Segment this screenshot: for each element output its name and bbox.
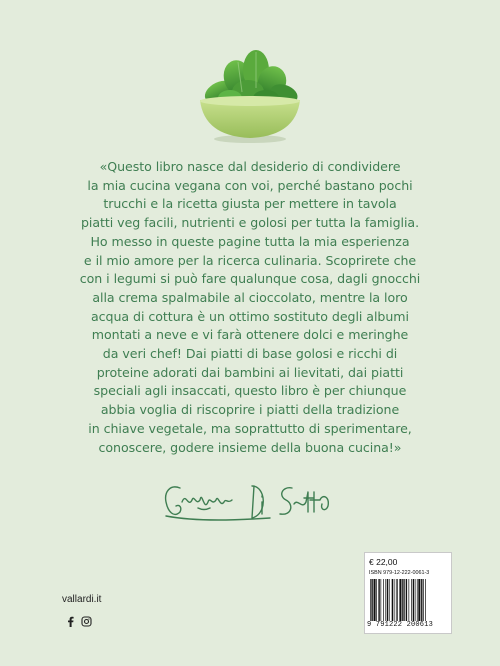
- author-signature: [158, 478, 348, 528]
- quote-line: e il mio amore per la ricerca culinaria. Scoprirete che: [83, 252, 417, 268]
- quote-line: da veri chef! Dai piatti di base golosi e ricchi di: [102, 346, 398, 362]
- quote-line: montati a neve e vi farà ottenere dolci e meringhe: [91, 327, 409, 343]
- quote-line: conoscere, godere insieme della buona cucina!»: [98, 439, 402, 455]
- quote-line: trucchi e la ricetta giusta per mettere in tavola: [103, 196, 397, 212]
- salad-bowl-image: [190, 40, 310, 145]
- price-label: € 22,00: [369, 557, 398, 567]
- salad-bowl-illustration: [190, 40, 310, 145]
- quote-line: la mia cucina vegana con voi, perché bastano pochi: [87, 177, 413, 193]
- quote-line: in chiave vegetale, ma soprattutto di sperimentare,: [88, 420, 412, 436]
- quote-line: acqua di cottura è un ottimo sostituto degli albumi: [91, 308, 409, 324]
- quote-line: Ho messo in queste pagine tutta la mia esperienza: [90, 233, 410, 249]
- signature-drawing: [158, 478, 348, 528]
- facebook-icon[interactable]: [66, 612, 75, 631]
- quote-line: abbia voglia di riscoprire i piatti della tradizione: [100, 402, 400, 418]
- barcode-digits: 9 791222 200613: [367, 621, 434, 629]
- back-cover-quote: [70, 158, 430, 457]
- social-links: [66, 612, 92, 631]
- instagram-icon[interactable]: [81, 612, 92, 631]
- quote-line: piatti veg facili, nutrienti e golosi per tutta la famiglia.: [80, 215, 420, 231]
- quote-line: «Questo libro nasce dal desiderio di condividere: [99, 159, 401, 174]
- quote-line: proteine adorati dai bambini ai lievitati, dai piatti: [96, 364, 404, 380]
- price-barcode-panel: [364, 552, 452, 634]
- quote-line: alla crema spalmabile al cioccolato, mentre la loro: [92, 289, 408, 305]
- quote-line: speciali agli insaccati, questo libro è per chiunque: [93, 383, 407, 399]
- quote-line: con i legumi si può fare qualunque cosa, dagli gnocchi: [79, 271, 421, 287]
- barcode-image: [369, 579, 447, 621]
- publisher-website[interactable]: vallardi.it: [62, 594, 102, 605]
- isbn-label: ISBN 979-12-222-0061-3: [369, 570, 430, 576]
